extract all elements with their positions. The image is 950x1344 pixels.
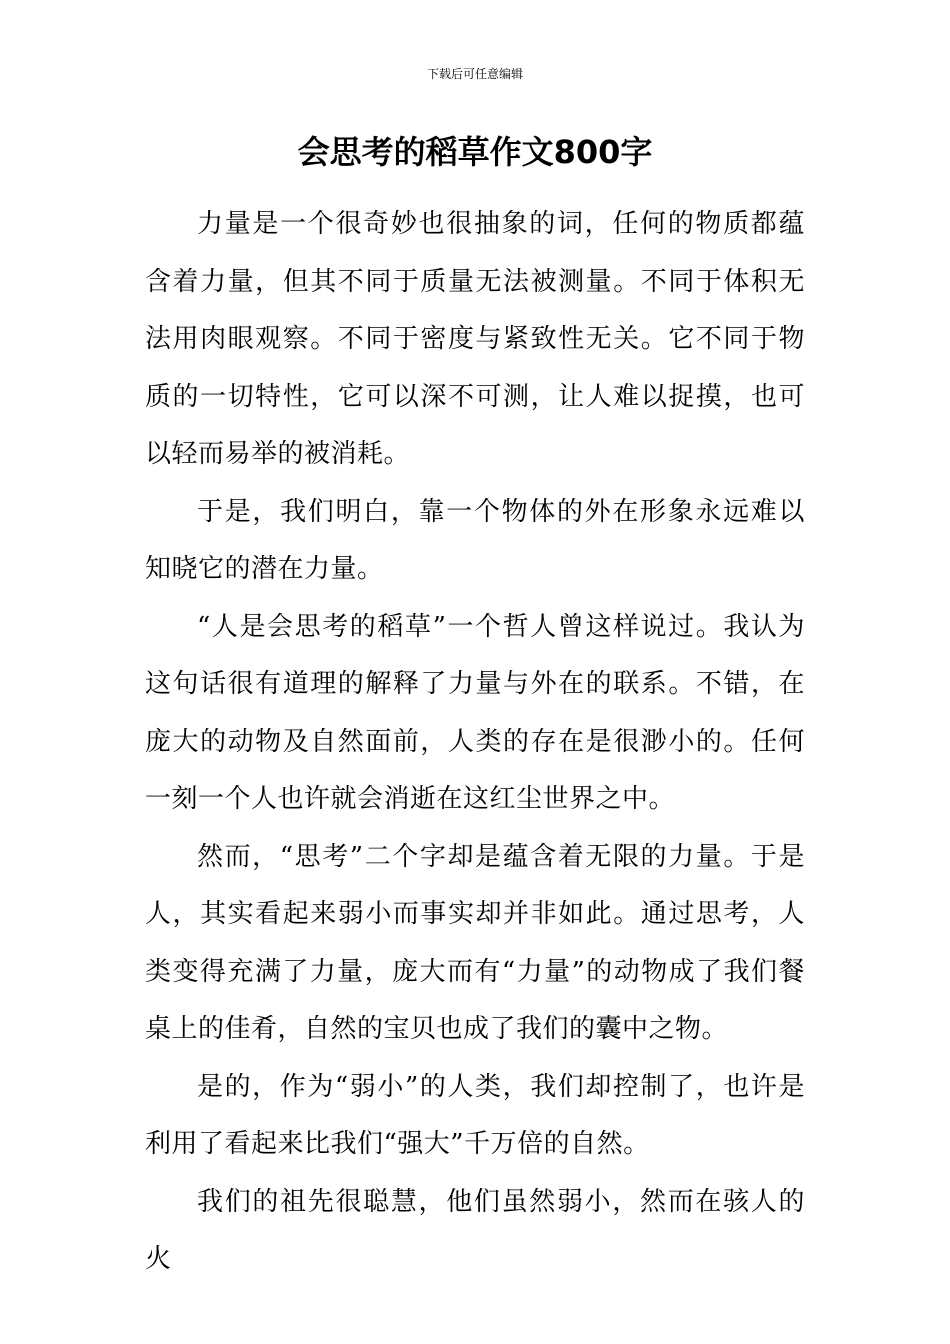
- header-note: 下载后可任意编辑: [426, 67, 523, 81]
- document-body: [145, 196, 805, 1289]
- paragraph-2: 于是，我们明白，靠一个物体的外在形象永远难以知晓它的潜在力量。: [145, 496, 805, 584]
- document-title: 会思考的稻草作文800字: [297, 133, 653, 171]
- paragraph-3: “人是会思考的稻草”一个哲人曾这样说过。我认为这句话很有道理的解释了力量与外在的联系。不错，在庞大的动物及自然面前，人类的存在是很渺小的。任何一刻一个人也许就会消逝在这红尘世界之中。: [145, 611, 805, 814]
- paragraph-1: 力量是一个很奇妙也很抽象的词，任何的物质都蕴含着力量，但其不同于质量无法被测量。不同于体积无法用肉眼观察。不同于密度与紧致性无关。它不同于物质的一切特性，它可以深不可测，让人难以捉摸，也可以轻而易举的被消耗。: [145, 209, 805, 469]
- paragraph-4: 然而，“思考”二个字却是蕴含着无限的力量。于是人，其实看起来弱小而事实却并非如此。通过思考，人类变得充满了力量，庞大而有“力量”的动物成了我们餐桌上的佳肴，自然的宝贝也成了我们的囊中之物。: [145, 841, 805, 1044]
- paragraph-6: 我们的祖先很聪慧，他们虽然弱小，然而在骇人的火: [145, 1186, 805, 1274]
- paragraph-5: 是的，作为“弱小”的人类，我们却控制了，也许是利用了看起来比我们“强大”千万倍的自然。: [145, 1071, 805, 1159]
